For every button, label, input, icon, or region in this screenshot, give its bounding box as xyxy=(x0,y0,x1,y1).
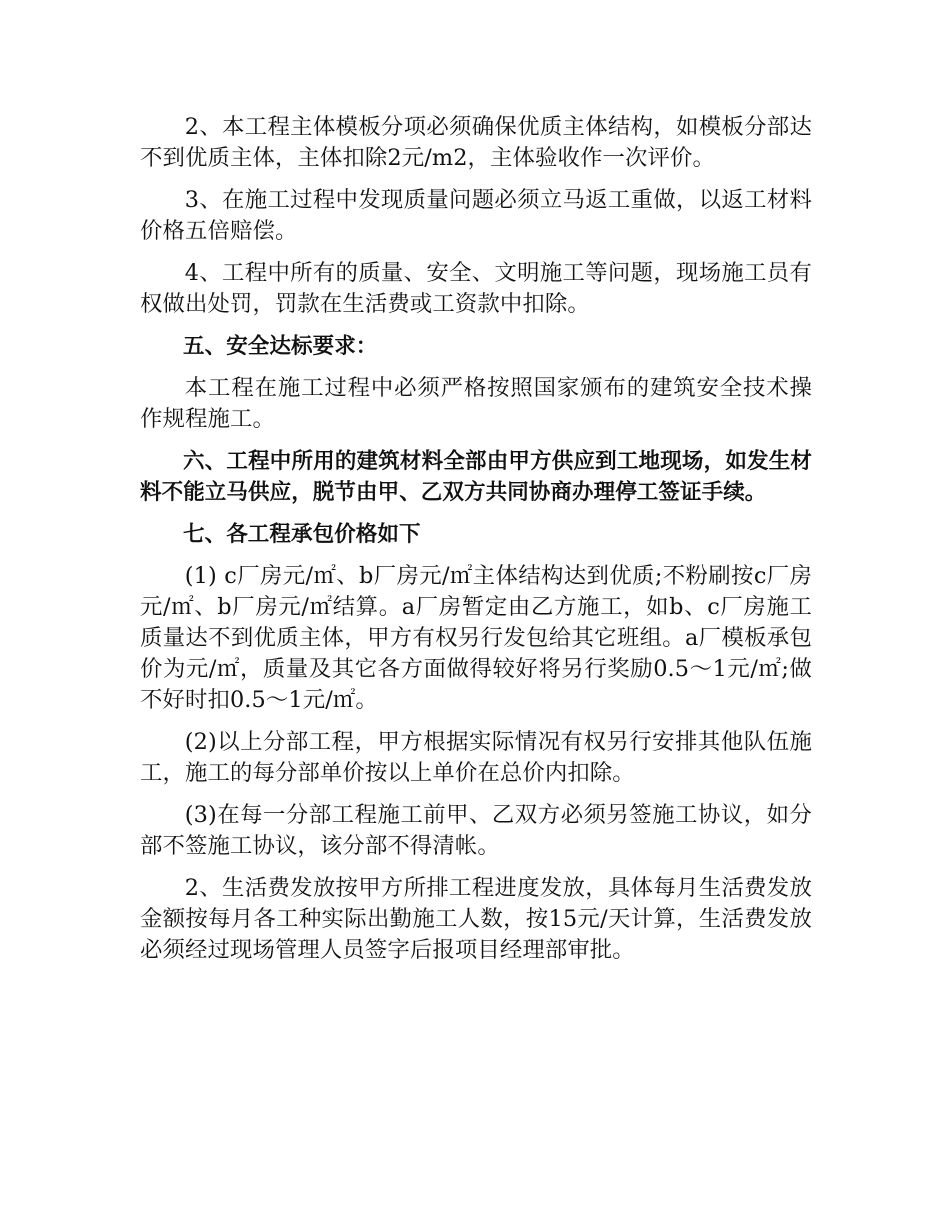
clause-2-living-expenses: 2、生活费发放按甲方所排工程进度发放，具体每月生活费发放金额按每月各工种实际出勤施工人数，按15元/天计算，生活费发放必须经过现场管理人员签字后报项目经理部审批。 xyxy=(140,875,812,963)
section-5-body: 本工程在施工过程中必须严格按照国家颁布的建筑安全技术操作规程施工。 xyxy=(140,375,812,432)
section-5-heading: 五、安全达标要求： xyxy=(183,334,378,359)
price-item-3: (3)在每一分部工程施工前甲、乙双方必须另签施工协议，如分部不签施工协议，该分部不得清帐。 xyxy=(140,802,812,859)
clause-2-formwork-quality: 2、本工程主体模板分项必须确保优质主体结构，如模板分部达不到优质主体，主体扣除2元/m2，主体验收作一次评价。 xyxy=(140,114,812,171)
section-7-heading: 七、各工程承包价格如下 xyxy=(183,522,421,547)
clause-4-site-penalty: 4、工程中所有的质量、安全、文明施工等问题，现场施工员有权做出处罚，罚款在生活费或工资款中扣除。 xyxy=(140,260,812,317)
clause-3-rework-penalty: 3、在施工过程中发现质量问题必须立马返工重做，以返工材料价格五倍赔偿。 xyxy=(140,187,812,244)
price-item-1: (1) c厂房元/㎡、b厂房元/㎡主体结构达到优质;不粉刷按c厂房元/㎡、b厂房元/㎡结算。a厂房暂定由乙方施工，如b、c厂房施工质量达不到优质主体，甲方有权另行发包给其它班组。a厂模板承包价为元/㎡，质量及其它各方面做得较好将另行奖励0.5～1元/㎡;做不好时扣0.5～1元/㎡。 xyxy=(140,563,812,713)
document-body xyxy=(140,112,812,977)
section-6-materials: 六、工程中所用的建筑材料全部由甲方供应到工地现场，如发生材料不能立马供应，脱节由甲、乙双方共同协商办理停工签证手续。 xyxy=(140,449,812,505)
price-item-2: (2)以上分部工程，甲方根据实际情况有权另行安排其他队伍施工，施工的每分部单价按以上单价在总价内扣除。 xyxy=(140,729,812,786)
